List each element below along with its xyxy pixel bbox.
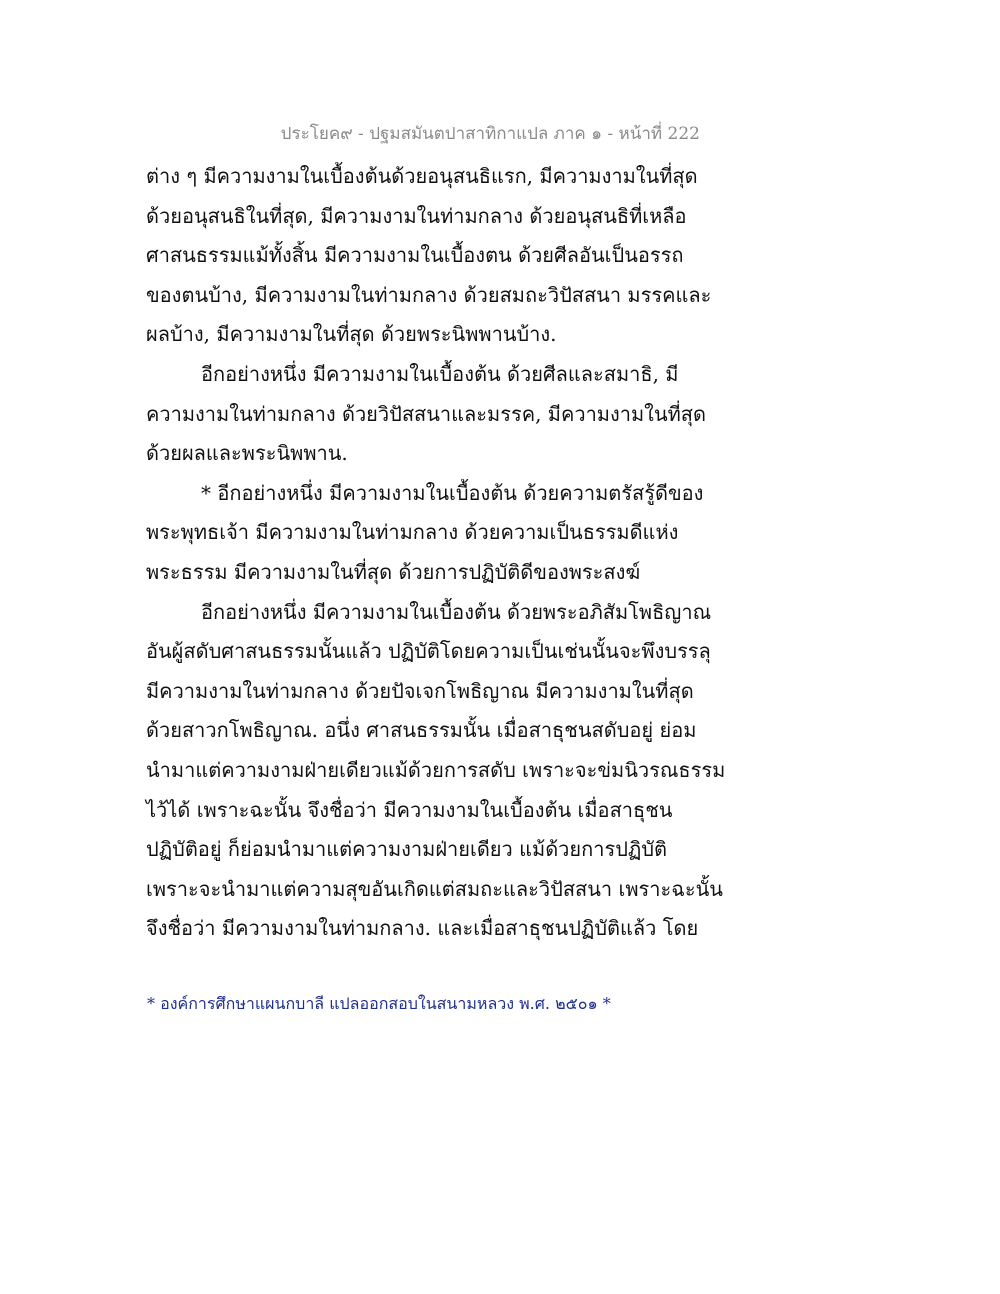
text-line: มีความงามในท่ามกลาง ด้วยปัจเจกโพธิญาณ มีความงามในที่สุด — [146, 678, 694, 703]
running-header: ประโยค๙ - ปฐมสมันตปาสาทิกาแปล ภาค ๑ - หน้าที่ 222 — [280, 124, 700, 144]
text-line: อีกอย่างหนึ่ง มีความงามในเบื้องต้น ด้วยพระอภิสัมโพธิญาณ — [201, 599, 712, 624]
text-line: จึงชื่อว่า มีความงามในท่ามกลาง. และเมื่อสาธุชนปฏิบัติแล้ว โดย — [146, 916, 699, 941]
text-line: ศาสนธรรมแม้ทั้งสิ้น มีความงามในเบื้องตน ด้วยศีลอันเป็นอรรถ — [146, 243, 684, 268]
text-line: ต่าง ๆ มีความงามในเบื้องต้นด้วยอนุสนธิแรก, มีความงามในที่สุด — [146, 164, 698, 188]
text-line: ผลบ้าง, มีความงามในที่สุด ด้วยพระนิพพานบ้าง. — [146, 322, 557, 347]
text-line: อันผู้สดับศาสนธรรมนั้นแล้ว ปฏิบัติโดยความเป็นเช่นนั้นจะพึงบรรลุ — [146, 639, 711, 664]
text-line: พระธรรม มีความงามในที่สุด ด้วยการปฏิบัติดีของพระสงฆ์ — [146, 559, 641, 584]
text-line: ด้วยอนุสนธิในที่สุด, มีความงามในท่ามกลาง ด้วยอนุสนธิที่เหลือ — [146, 203, 687, 228]
body-text — [146, 157, 726, 949]
text-line: * อีกอย่างหนึ่ง มีความงามในเบื้องต้น ด้วยความตรัสรู้ดีของ — [201, 480, 704, 505]
text-line: ปฏิบัติอยู่ ก็ย่อมนำมาแต่ความงามฝ่ายเดียว แม้ด้วยการปฏิบัติ — [146, 837, 668, 862]
text-line: ไว้ได้ เพราะฉะนั้น จึงชื่อว่า มีความงามในเบื้องต้น เมื่อสาธุชน — [146, 797, 673, 822]
text-line: พระพุทธเจ้า มีความงามในท่ามกลาง ด้วยความเป็นธรรมดีแห่ง — [146, 520, 679, 545]
footnote: * องค์การศึกษาแผนกบาลี แปลออกสอบในสนามหลวง พ.ศ. ๒๕๐๑ * — [147, 994, 611, 1013]
text-line: ด้วยสาวกโพธิญาณ. อนึ่ง ศาสนธรรมนั้น เมื่อสาธุชนสดับอยู่ ย่อม — [146, 718, 697, 743]
text-line: นำมาแต่ความงามฝ่ายเดียวแม้ด้วยการสดับ เพราะจะข่มนิวรณธรรม — [146, 757, 726, 782]
text-line: ของตนบ้าง, มีความงามในท่ามกลาง ด้วยสมถะวิปัสสนา มรรคและ — [146, 282, 712, 307]
text-line: เพราะจะนำมาแต่ความสุขอันเกิดแต่สมถะและวิปัสสนา เพราะฉะนั้น — [146, 876, 723, 901]
text-line: ด้วยผลและพระนิพพาน. — [146, 441, 348, 466]
text-line: ความงามในท่ามกลาง ด้วยวิปัสสนาและมรรค, มีความงามในที่สุด — [146, 401, 706, 426]
text-line: อีกอย่างหนึ่ง มีความงามในเบื้องต้น ด้วยศีลและสมาธิ, มี — [201, 361, 679, 386]
